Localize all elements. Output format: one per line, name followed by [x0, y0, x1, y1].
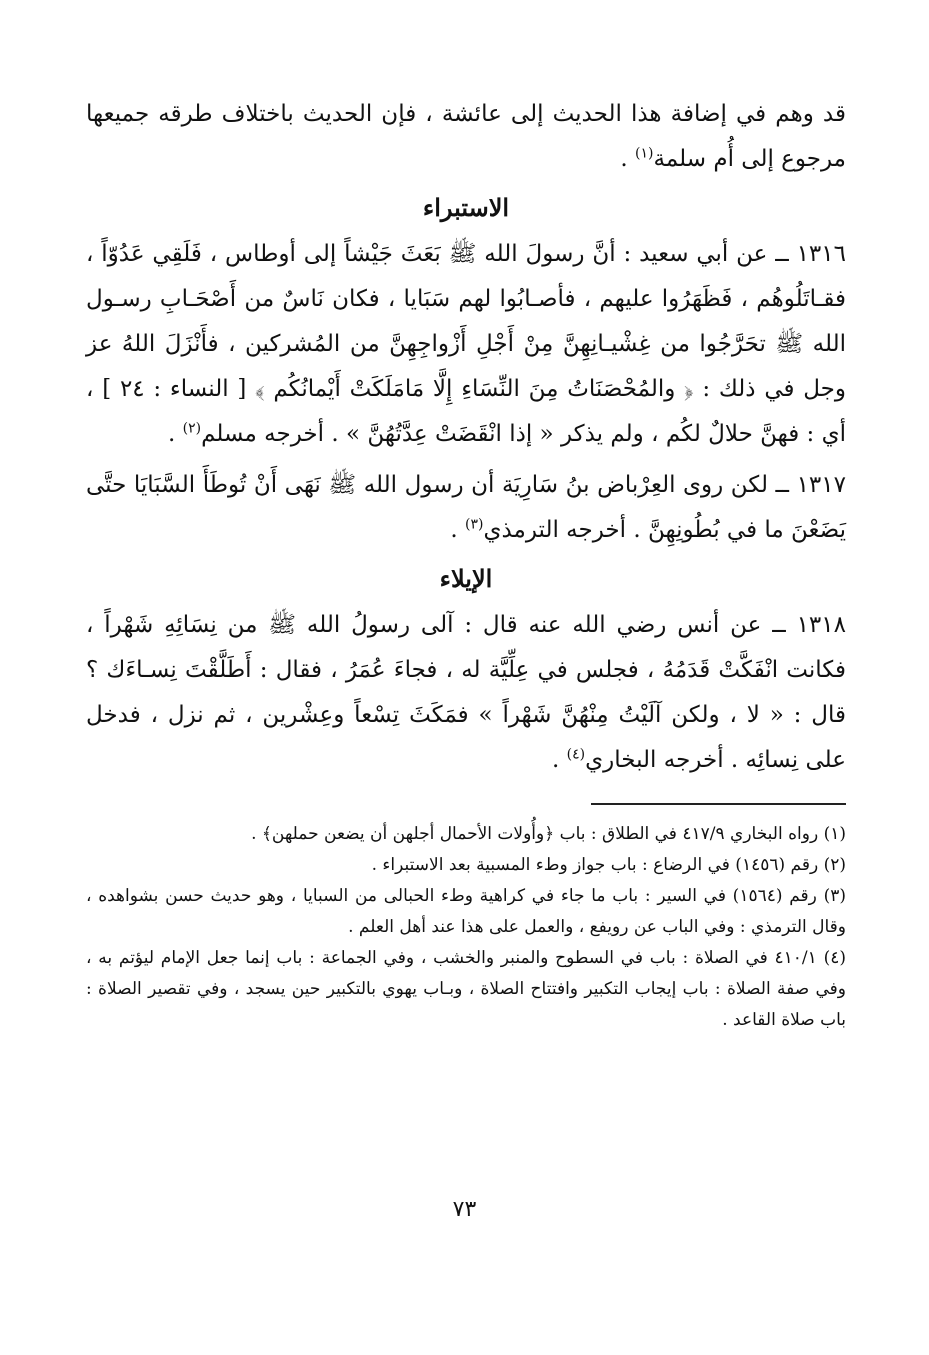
book-page	[86, 92, 846, 1036]
section-heading-ila: الإيلاء	[439, 564, 493, 593]
footnote-ref-4: (٤)	[566, 746, 586, 763]
hadith-1316-text: ١٣١٦ ــ عن أبي سعيد : أنَّ رسولَ الله ﷺ بَعَثَ جَيْشاً إلى أوطاس ، فَلَقِي عَدُوّاً ، فقـاتَلُوهُم ، فَظَهَرُوا عليهم ، فأصـابُوا لهم سَبَايا ، فكان نَاسٌ من أَصْحَـابِ رسـول الله ﷺ تحَرَّجُوا من غِشْيـانِهِنَّ مِنْ أَجْلِ أَزْواجِهِنَّ من المُشركين ، فأَنْزَلَ اللهُ عز وجل في ذلك : ﴿ والمُحْصَنَاتُ مِنَ النِّسَاءِ إِلَّا مَامَلَكَتْ أَيْمانُكُم ﴾ [ النساء : ٢٤ ] ، أي : فهنَّ حلالٌ لكُم ، ولم يذكر « إذا انْقَضَتْ عِدَّتُهُنَّ » . أخرجه مسلم	[86, 241, 846, 447]
footnote-divider	[591, 803, 846, 805]
hadith-1316-end: .	[168, 421, 183, 447]
hadith-1318-text: ١٣١٨ ــ عن أنس رضي الله عنه قال : آلى رسولُ الله ﷺ من نِسَائِهِ شَهْراً ، فكانت انْفَكَّتْ قَدَمُهُ ، فجلس في عِلِّيَّة له ، فجاءَ عُمَرُ ، فقال : أَطَلَّقْتَ نِسـاءَك ؟ قال : « لا ، ولكن آلَيْتُ مِنْهُنَّ شَهْراً » فمَكَثَ تِسْعاً وعِشْرين ، ثم نزل ، فدخل على نِسائِه . أخرجه البخاري	[86, 612, 846, 773]
footnote-3: (٣) رقم (١٥٦٤) في السير : باب ما جاء في كراهية وطء الحبالى من السبايا ، وهو حديث حسن بشواهده ، وقال الترمذي : وفي الباب عن رويفع ، والعمل على هذا عند أهل العلم .	[86, 886, 846, 937]
hadith-1317-end: .	[450, 517, 465, 543]
footnotes	[86, 819, 846, 1036]
footnote-ref-2: (٢)	[182, 420, 202, 437]
footnote-ref-1: (١)	[635, 145, 654, 162]
intro-end: .	[620, 146, 636, 172]
hadith-1317-text: ١٣١٧ ــ لكن روى العِرْباض بنُ سَارِيَة أن رسول الله ﷺ نَهَى أَنْ تُوطَأَ السَّبَايَا حتَّى يَضَعْنَ ما في بُطُونِهِنَّ . أخرجه الترمذي	[86, 472, 846, 543]
footnote-1: (١) رواه البخاري ٤١٧/٩ في الطلاق : باب ﴿وأُولات الأحمال أجلهن أن يضعن حملهن﴾ .	[251, 824, 846, 844]
intro-paragraph	[86, 92, 846, 182]
footnote-ref-3: (٣)	[464, 516, 484, 533]
section-heading-istibra: الاستبراء	[422, 193, 510, 222]
hadith-1318-end: .	[552, 747, 567, 773]
footnote-4: (٤) ٤١٠/١ في الصلاة : باب في السطوح والمنبر والخشب ، وفي الجماعة : باب إنما جعل الإمام ليؤتم به ، وفي صفة الصلاة : باب إيجاب التكبير وافتتاح الصلاة ، وبـاب يهوي بالتكبير حين يسجد ، وفي تقصير الصلاة : باب صلاة القاعد .	[86, 948, 846, 1030]
hadith-1316	[86, 232, 846, 457]
hadith-1317	[86, 463, 846, 553]
intro-text: قد وهم في إضافة هذا الحديث إلى عائشة ، فإن الحديث باختلاف طرقه جميعها مرجوع إلى أُم سلمة	[86, 101, 846, 172]
hadith-1318	[86, 603, 846, 783]
page-number: ٧٣	[452, 1197, 477, 1222]
footnote-2: (٢) رقم (١٤٥٦) في الرضاع : باب جواز وطء المسبية بعد الاستبراء .	[371, 855, 846, 875]
